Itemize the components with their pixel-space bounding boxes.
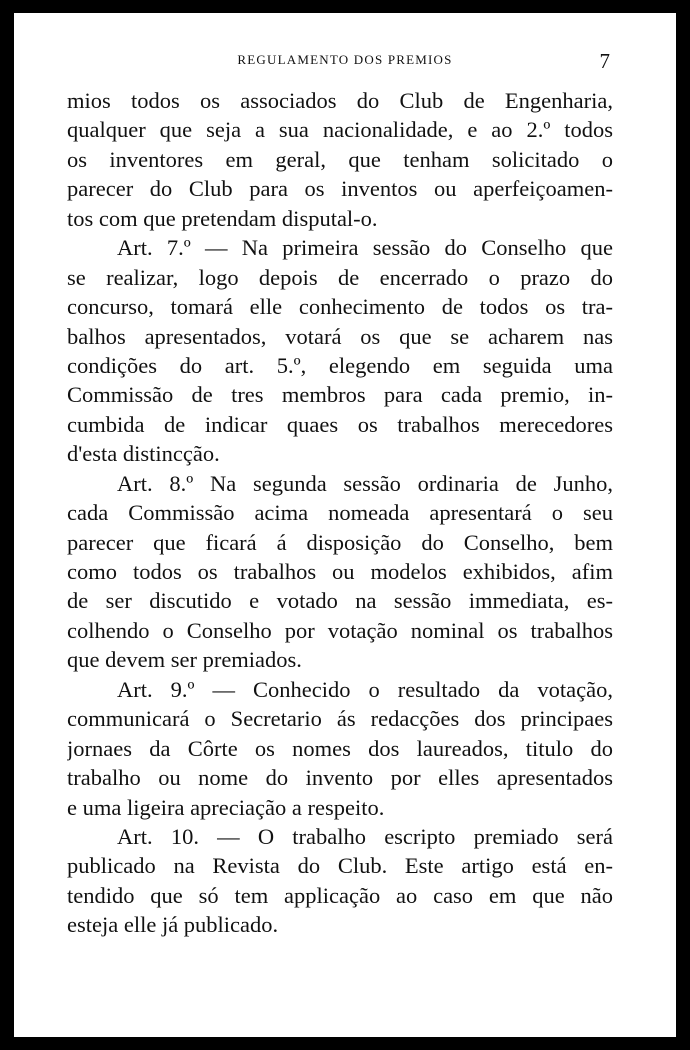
page-number: 7 [599, 49, 610, 73]
book-page [14, 13, 676, 1037]
text-line: tos com que pretendam disputal-o. [67, 205, 378, 231]
article-7-first-line: Art. 7.º — Na primeira sessão do Conselho que [117, 235, 613, 261]
text-line: parecer do Club para os inventos ou aperfeiçoamen- [67, 176, 613, 202]
text-line: qualquer que seja a sua nacionalidade, e ao 2.º todos [67, 117, 613, 143]
text-line: mios todos os associados do Club de Engenharia, [67, 88, 613, 113]
running-title: REGULAMENTO DOS PREMIOS [237, 52, 453, 67]
text-line: esteja elle já publicado. [67, 912, 279, 938]
text-line: cumbida de indicar quaes os trabalhos merecedores [67, 411, 613, 437]
text-line: d'esta distincção. [67, 441, 220, 467]
text-line: de ser discutido e votado na sessão immediata, es- [67, 588, 613, 614]
text-line: trabalho ou nome do invento por elles apresentados [67, 765, 613, 791]
text-line: parecer que ficará á disposição do Conselho, bem [67, 529, 613, 555]
text-line: publicado na Revista do Club. Este artigo está en- [67, 853, 613, 879]
text-line: como todos os trabalhos ou modelos exhibidos, afim [67, 559, 613, 584]
text-line: que devem ser premiados. [67, 647, 302, 673]
body-text [67, 86, 613, 940]
text-line: condições do art. 5.º, elegendo em seguida uma [67, 352, 613, 378]
text-line: Commissão de tres membros para cada premio, in- [67, 382, 613, 408]
article-8-first-line: Art. 8.º Na segunda sessão ordinaria de Junho, [117, 470, 613, 496]
text-line: se realizar, logo depois de encerrado o prazo do [67, 264, 613, 290]
running-head [14, 51, 676, 71]
text-line: communicará o Secretario ás redacções dos principaes [67, 706, 613, 732]
text-line: tendido que só tem applicação ao caso em que não [67, 882, 613, 908]
text-line: jornaes da Côrte os nomes dos laureados, titulo do [67, 735, 613, 761]
article-10-first-line: Art. 10. — O trabalho escripto premiado será [117, 823, 613, 849]
text-line: e uma ligeira apreciação a respeito. [67, 794, 385, 820]
text-line: cada Commissão acima nomeada apresentará o seu [67, 500, 613, 526]
text-line: colhendo o Conselho por votação nominal os trabalhos [67, 617, 613, 643]
text-line: balhos apresentados, votará os que se acharem nas [67, 323, 613, 349]
article-9-first-line: Art. 9.º — Conhecido o resultado da votação, [117, 676, 613, 702]
text-line: concurso, tomará elle conhecimento de todos os tra- [67, 294, 613, 320]
text-line: os inventores em geral, que tenham solicitado o [67, 146, 613, 172]
